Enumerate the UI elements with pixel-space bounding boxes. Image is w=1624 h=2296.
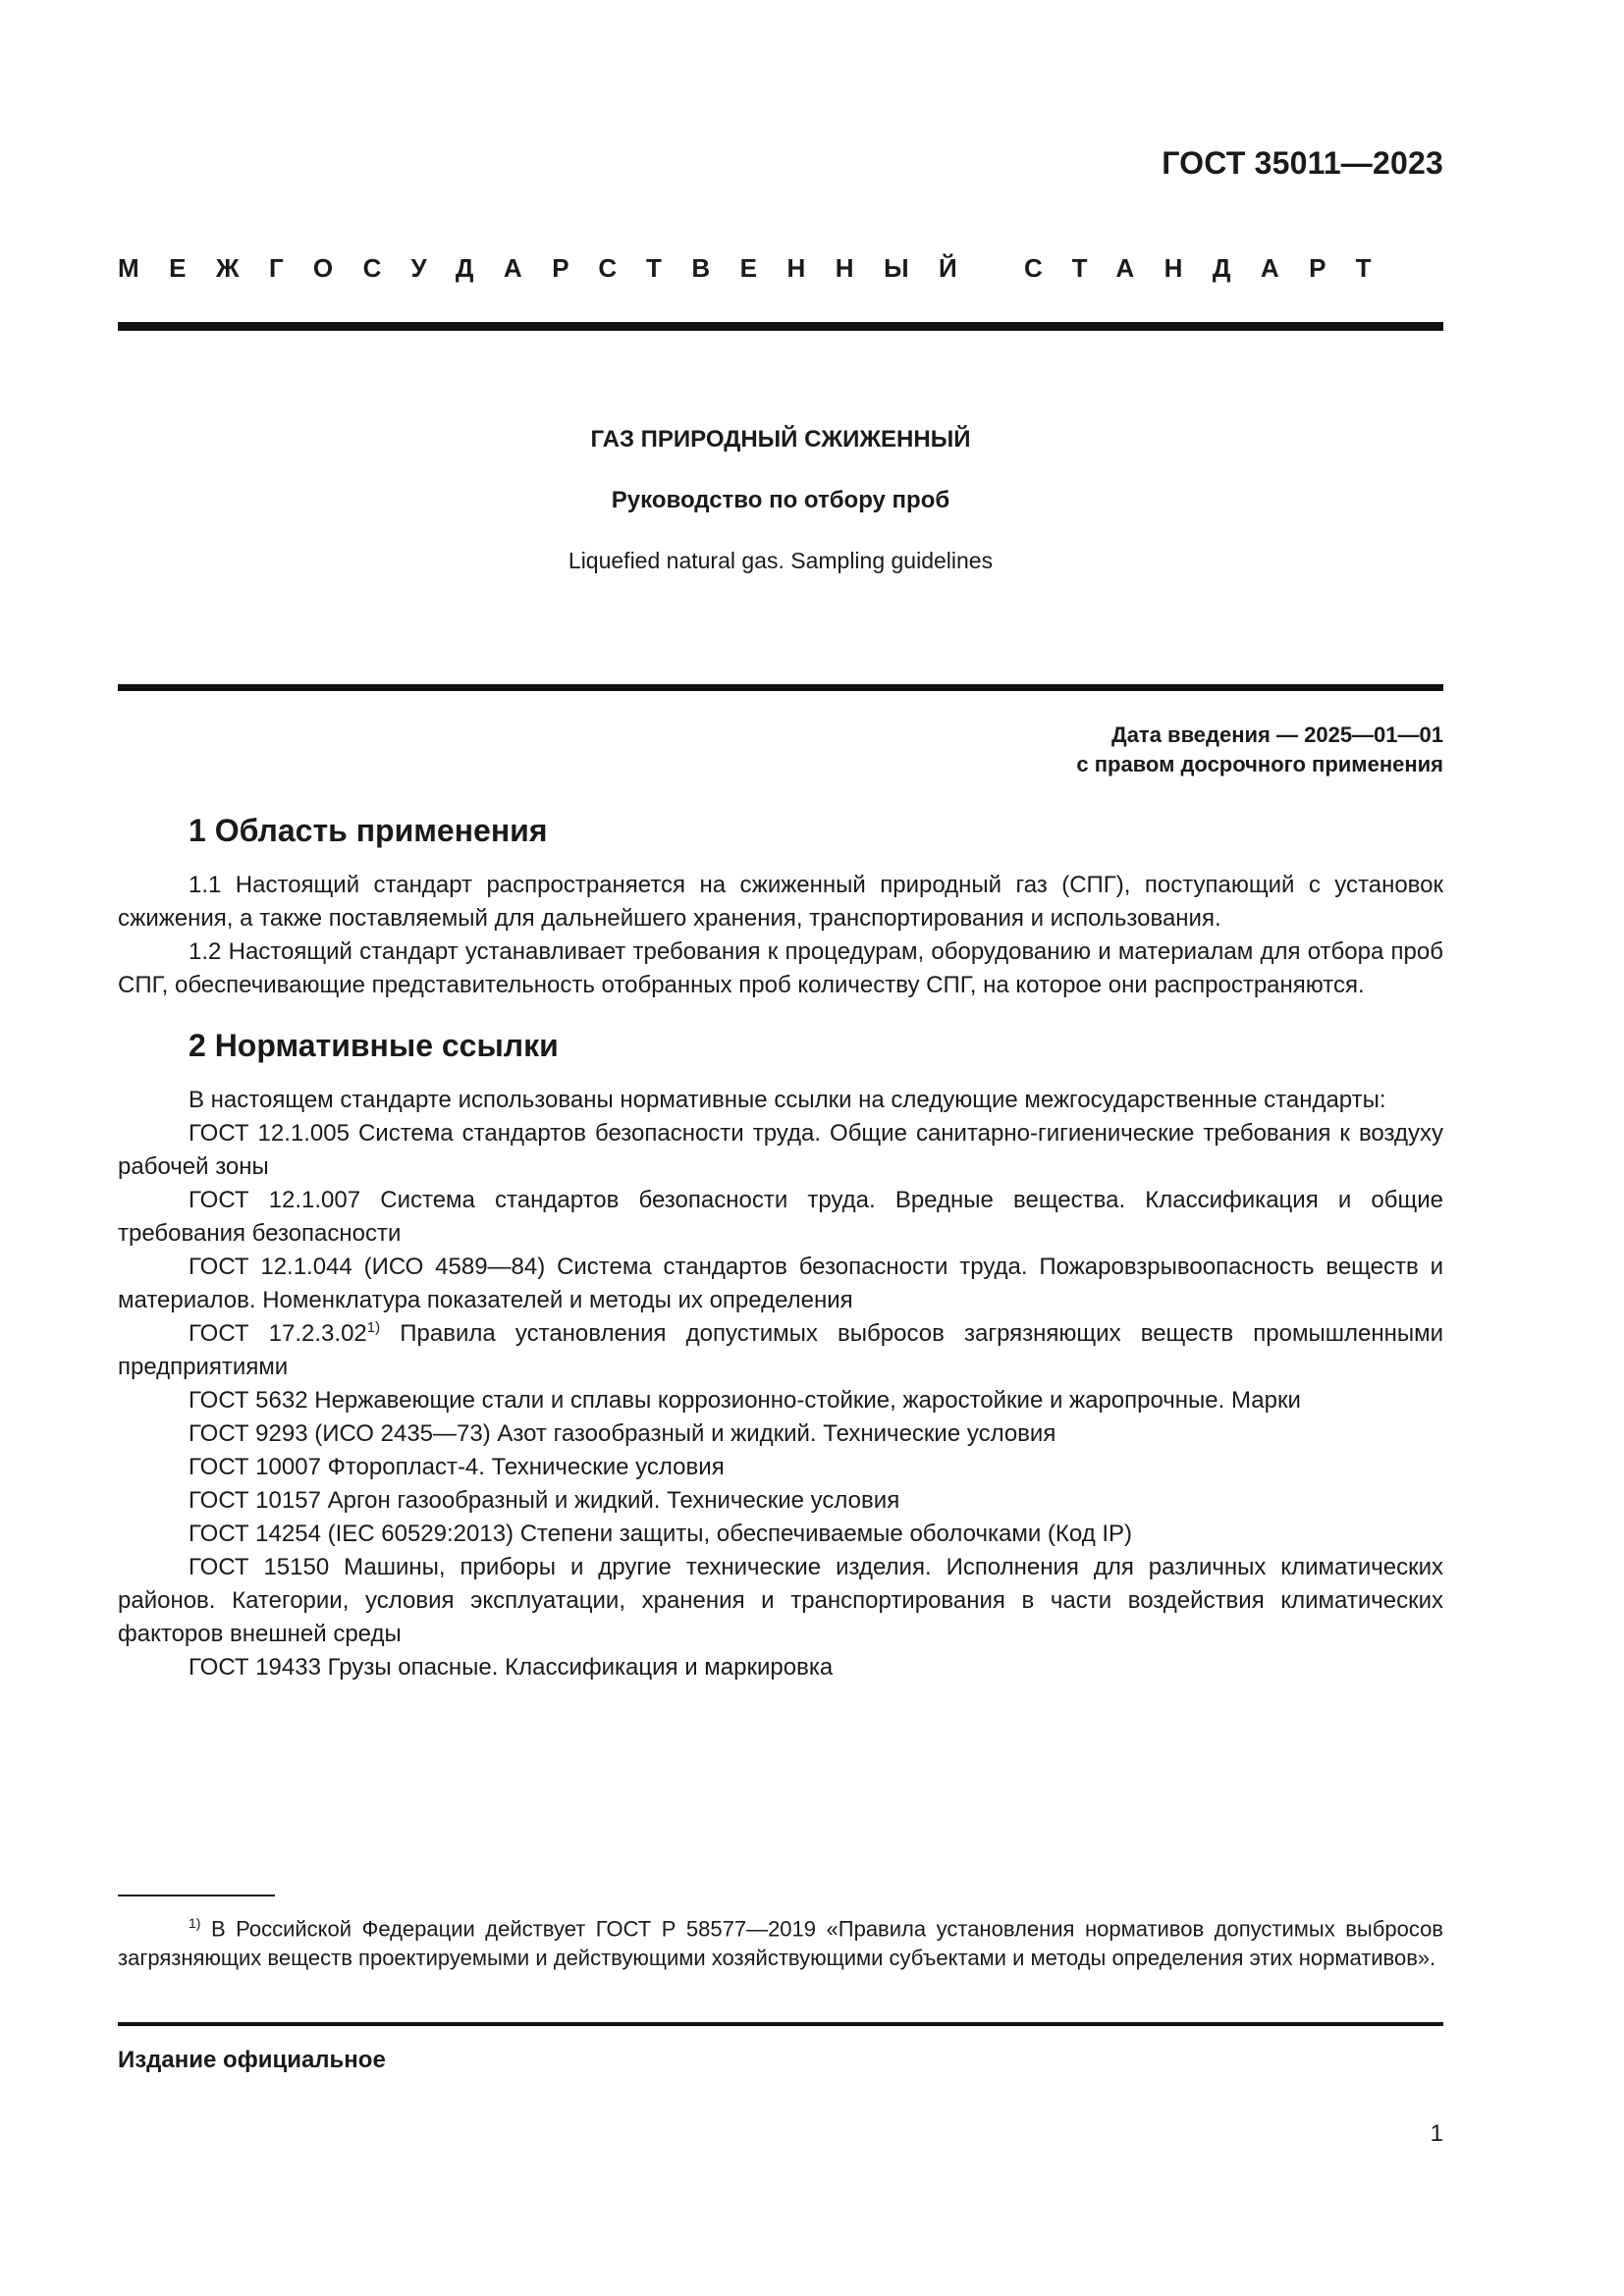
reference-item-with-footnote (118, 1317, 1443, 1384)
reference-item: ГОСТ 12.1.044 (ИСО 4589—84) Система стандартов безопасности труда. Пожаровзрывоопасность веществ и материалов. Номенклатура показателей и методы их определения (118, 1254, 1443, 1313)
footnote-marker[interactable]: 1) (366, 1319, 381, 1336)
reference-item: ГОСТ 10157 Аргон газообразный и жидкий. Технические условия (189, 1487, 900, 1514)
reference-text: Правила установления допустимых выбросов загрязняющих веществ промышленными предприятиями (118, 1320, 1443, 1380)
reference-item: ГОСТ 5632 Нержавеющие стали и сплавы коррозионно-стойкие, жаростойкие и жаропрочные. Марки (189, 1387, 1301, 1414)
footnote-text: В Российской Федерации действует ГОСТ Р 58577—2019 «Правила установления нормативов допустимых выбросов загрязняющих веществ проектируемыми и действующими хозяйствующими субъектами и методы определения этих нормативов». (118, 1916, 1443, 1971)
document-number: ГОСТ 35011—2023 (1162, 145, 1443, 181)
section-heading: 2 Нормативные ссылки (189, 1028, 559, 1063)
section-scope (118, 813, 1443, 1002)
section-heading: 1 Область применения (189, 813, 548, 848)
top-divider (118, 322, 1443, 331)
reference-item: ГОСТ 9293 (ИСО 2435—73) Азот газообразный и жидкий. Технические условия (189, 1420, 1056, 1447)
document-subtitle: Руководство по отбору проб (611, 487, 950, 513)
reference-item: ГОСТ 12.1.007 Система стандартов безопасности труда. Вредные вещества. Классификация и общие требования безопасности (118, 1187, 1443, 1247)
title-divider (118, 684, 1443, 691)
bottom-divider (118, 2022, 1443, 2026)
reference-code: ГОСТ 17.2.3.02 (189, 1320, 367, 1347)
standard-type: МЕЖГОСУДАРСТВЕННЫЙ СТАНДАРТ (118, 253, 1402, 283)
footnote-number: 1) (189, 1915, 201, 1931)
footnote (118, 1908, 1443, 1973)
reference-item: ГОСТ 12.1.005 Система стандартов безопасности труда. Общие санитарно-гигиенические требования к воздуху рабочей зоны (118, 1120, 1443, 1180)
english-title: Liquefied natural gas. Sampling guidelines (568, 548, 994, 573)
introduction-date (1076, 721, 1443, 779)
reference-item: ГОСТ 10007 Фторопласт-4. Технические условия (189, 1454, 725, 1480)
reference-item: ГОСТ 14254 (IEC 60529:2013) Степени защиты, обеспечиваемые оболочками (Код IP) (189, 1521, 1133, 1547)
document-title: ГАЗ ПРИРОДНЫЙ СЖИЖЕННЫЙ (590, 426, 971, 453)
early-application-note: с правом досрочного применения (1076, 752, 1443, 776)
official-edition-label: Издание официальное (118, 2047, 386, 2073)
reference-item: ГОСТ 19433 Грузы опасные. Классификация и маркировка (189, 1654, 834, 1681)
main-content (118, 813, 1443, 1684)
title-block (118, 426, 1443, 574)
reference-item: ГОСТ 15150 Машины, приборы и другие технические изделия. Исполнения для различных климатических районов. Категории, условия эксплуатации, хранения и транспортирования в части воздействия климатических факторов внешней среды (118, 1554, 1443, 1647)
page-number: 1 (1430, 2120, 1443, 2147)
paragraph: 1.2 Настоящий стандарт устанавливает требования к процедурам, оборудованию и материалам для отбора проб СПГ, обеспечивающие представительность отобранных проб количеству СПГ, на которое они распространяются. (118, 938, 1443, 998)
paragraph: 1.1 Настоящий стандарт распространяется на сжиженный природный газ (СПГ), поступающий с установок сжижения, а также поставляемый для дальнейшего хранения, транспортирования и использования. (118, 872, 1443, 932)
footnote-separator (118, 1895, 275, 1896)
reference-list (118, 1117, 1443, 1684)
introduction-date-line: Дата введения — 2025—01—01 (1111, 722, 1443, 747)
section-normative-references (118, 1028, 1443, 1684)
paragraph: В настоящем стандарте использованы нормативные ссылки на следующие межгосударственные стандарты: (189, 1087, 1386, 1113)
